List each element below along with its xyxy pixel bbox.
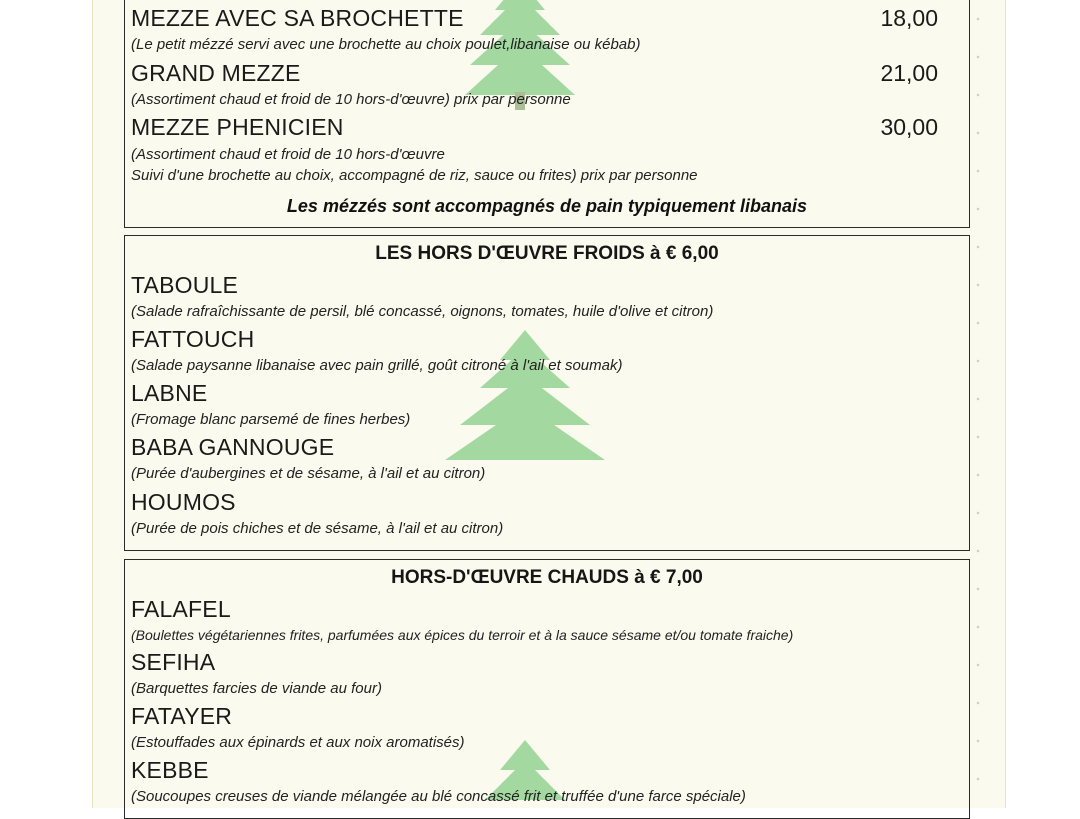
- menu-item-name: MEZZE PHENICIEN: [131, 114, 344, 140]
- menu-item-name: KEBBE: [131, 757, 209, 783]
- menu-item-description: (Purée de pois chiches et de sésame, à l'ail et au citron): [131, 520, 504, 537]
- menu-item-price: 21,00: [880, 60, 938, 86]
- cold-starters-section-box: [124, 235, 970, 551]
- menu-item-description: (Boulettes végétariennes frites, parfumées aux épices du terroir et à la sauce sésame et/ou tomate fraiche): [131, 627, 794, 643]
- page-edge-dots: [976, 0, 980, 808]
- menu-item-name: TABOULE: [131, 272, 239, 298]
- menu-item-description: (Fromage blanc parsemé de fines herbes): [131, 411, 411, 428]
- menu-item-description: (Assortiment chaud et froid de 10 hors-d'œuvre) prix par personne: [131, 91, 571, 108]
- menu-item-description: (Estouffades aux épinards et aux noix aromatisés): [131, 734, 465, 751]
- menu-item-name: FATAYER: [131, 703, 233, 729]
- menu-item-description: (Salade paysanne libanaise avec pain grillé, goût citroné à l'ail et soumak): [131, 357, 623, 374]
- menu-item-name: HOUMOS: [131, 489, 236, 515]
- menu-item-description: (Le petit mézzé servi avec une brochette au choix poulet,libanaise ou kébab): [131, 36, 641, 53]
- menu-item-name: FALAFEL: [131, 596, 231, 622]
- menu-item-name: BABA GANNOUGE: [131, 434, 335, 460]
- menu-item-description: (Purée d'aubergines et de sésame, à l'ail et au citron): [131, 465, 486, 482]
- menu-item-description: Suivi d'une brochette au choix, accompagné de riz, sauce ou frites) prix par personne: [131, 167, 698, 184]
- menu-item-name: SEFIHA: [131, 649, 216, 675]
- section-title-cold-starters: LES HORS D'ŒUVRE FROIDS à € 6,00: [375, 243, 719, 264]
- menu-item-description: (Assortiment chaud et froid de 10 hors-d'œuvre: [131, 146, 445, 163]
- menu-item-name: LABNE: [131, 380, 208, 406]
- menu-item-price: 30,00: [880, 114, 938, 140]
- menu-item-name: MEZZE AVEC SA BROCHETTE: [131, 5, 464, 31]
- mezze-bread-note: Les mézzés sont accompagnés de pain typiquement libanais: [286, 196, 808, 216]
- menu-item-description: (Soucoupes creuses de viande mélangée au blé concassé frit et truffée d'une farce spéciale): [131, 788, 746, 805]
- menu-item-price: 18,00: [880, 5, 938, 31]
- menu-item-description: (Salade rafraîchissante de persil, blé concassé, oignons, tomates, huile d'olive et citron): [131, 303, 714, 320]
- menu-item-description: (Barquettes farcies de viande au four): [131, 680, 382, 697]
- menu-item-name: GRAND MEZZE: [131, 60, 301, 86]
- menu-item-name: FATTOUCH: [131, 326, 255, 352]
- section-title-hot-starters: HORS-D'ŒUVRE CHAUDS à € 7,00: [391, 567, 703, 588]
